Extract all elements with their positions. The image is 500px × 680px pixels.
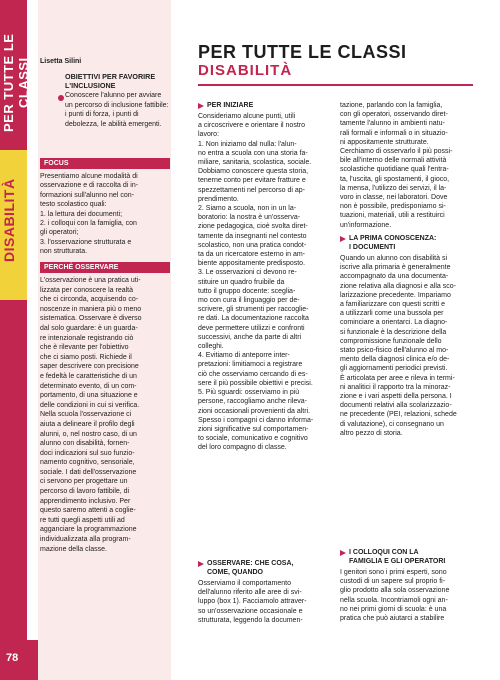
page-subtitle: DISABILITÀ — [198, 62, 293, 79]
triangle-bullet-icon — [340, 550, 346, 556]
page-number: 78 — [6, 652, 19, 664]
objectives-title: OBIETTIVI PER FAVORIRE L'INCLUSIONE — [65, 72, 156, 90]
triangle-bullet-icon — [198, 561, 204, 567]
objectives-text: Conoscere l'alunno per avviare un percorso di inclusione fattibile: i punti di forza, i punti di debolezza, le abilità emergenti. — [65, 92, 169, 128]
column-2-text-2: Quando un alunno con disabilità si iscrive alla primaria è generalmente accompagnato da una documenta- zione relativa alla diagnosi e alla sco- larizzazione precedente. Impariamo a familiarizzare con questi scritti e a utilizzarli come una bussola per cominciare a orientarci. La diagno- si funzionale è la descrizione della compromissione funzionale dello stato psico-fisico dell'alunno al mo- mento della diagnosi clinica e/o de- gli aggiornamenti periodici previsti. È articolata per aree e rileva in termi- ni analitici il rapporto tra la minoraz- zione e i vari aspetti della persona. I documenti relativi alla scolarizzazio- ne precedente (PEI, relazioni, schede di valutazione), ci consegnano un altro pezzo di storia. — [340, 255, 457, 437]
column-1-text: Consideriamo alcune punti, utili a circoscrivere e orientare il nostro lavoro: 1. Non iniziamo dal nulla: l'alun- no entra a scuola con una storia fa- miliare, sanitaria, scolastica, sociale. Dobbiamo conoscere questa storia, tenerne conto per evitare fratture e spezzettamenti nel percorso di ap- prendimento. 2. Siamo a scuola, non in un la- boratorio: la nostra è un'osserva- zione pedagogica, cioè svolta diret- tamente da insegnanti nel contesto scolastico, non una pratica condot- ta da un ricercatore esterno in am- biente appositamente predisposto. 3. Le osservazioni ci devono re- stituire un quadro fruibile da tutto il gruppo docente: sceglia- mo con cura il linguaggio per de- scrivere, gli strumenti per raccoglie- re dati. La documentazione raccolta deve permettere utilizzi e confronti successivi, anche da parte di altri colleghi. 4. Evitiamo di anteporre inter- pretazioni: limitiamoci a registrare ciò che osserviamo cercando di es- sere il più possibile obiettivi e precisi. 5. Più sguardi: osserviamo in più persone, raccogliamo anche rileva- zioni occasionali provenienti da altri. Spesso i compagni ci danno informa- zioni significative sul comportamen- to sociale, comunicativo e cognitivo del loro compagno di classe. — [198, 113, 314, 452]
triangle-bullet-icon — [340, 236, 346, 242]
column-2-text: tazione, parlando con la famiglia, con gli operatori, osservando diret- tamente l'alunno in ambienti natu- rali formali e informali o in situazio- ni appositamente strutturate. Cerchiamo di osservarlo il più possi- bile all'interno delle normali attività scolastiche quotidiane quali l'entra- ta, l'uscita, gli spostamenti, il gioco, la mensa, l'utilizzo dei servizi, il la- voro in classe, nei laboratori. Dove non è possibile, predisponiamo si- tuazioni, materiali, utili a restituirci un'informazione. — [340, 102, 453, 229]
why-observe-text: L'osservazione è una pratica uti- lizzata per conoscere la realtà che ci circonda, acquisendo co- noscenze in maniera più o meno sistematica. Osservare è diverso dal solo guardare: è un guarda- re intenzionale registrando ciò che è rilevante per l'obiettivo che ci siamo posti. Richiede il saper descrivere con precisione e fedeltà le caratteristiche di un determinato evento, di un com- portamento, di una situazione e delle condizioni in cui si verifica. Nella scuola l'osservazione ci aiuta a delineare il profilo degli alunni, o, nel nostro caso, di un alunno con disabilità, fornen- doci indicazioni sul suo funzio- namento cognitivo, sensoriale, sociale. I dati dell'osservazione ci servono per progettare un percorso di lavoro fattibile, di apprendimento inclusivo. Per questo saremo attenti a coglie- re tutti quegli aspetti utili ad agganciare la programmazione individualizzata alla program- mazione della classe. — [40, 277, 142, 553]
section-label: PER TUTTE LE CLASSI — [1, 33, 31, 133]
section-heading-documents: LA PRIMA CONOSCENZA: I DOCUMENTI — [349, 235, 437, 251]
triangle-bullet-icon — [198, 103, 204, 109]
section-heading-start: PER INIZIARE — [207, 102, 254, 109]
section-heading-meetings: I COLLOQUI CON LA FAMIGLIA E GLI OPERATORI — [349, 549, 446, 565]
column-1-text-2: Osserviamo il comportamento dell'alunno riferito alle aree di svi- luppo (box 1). Facciamolo attraver- so un'osservazione occasionale e strutturata, leggendo la documen- — [198, 580, 307, 624]
author-name: Lisetta Silini — [40, 58, 82, 65]
focus-heading: FOCUS — [40, 158, 170, 169]
column-2-text-3: I genitori sono i primi esperti, sono custodi di un sapere sul proprio fi- glio prodotto alla sola osservazione nella scuola. Incontriamoli ogni an- no nei primi giorni di scuola: è una pratica che può aiutarci a stabilire — [340, 569, 450, 623]
why-observe-heading: PERCHÉ OSSERVARE — [40, 262, 170, 273]
focus-text: Presentiamo alcune modalità di osservazione e di raccolta di in- formazioni sull'alunno nel con- testo scolastico quali: 1. la lettura dei documenti; 2. i colloqui con la famiglia, con gli operatori; 3. l'osservazione strutturata e non strutturata. — [40, 173, 139, 256]
topic-label: DISABILITÀ — [1, 178, 17, 263]
title-rule — [198, 84, 473, 86]
page-title: PER TUTTE LE CLASSI — [198, 42, 407, 62]
section-heading-observe: OSSERVARE: CHE COSA, COME, QUANDO — [207, 560, 294, 576]
band-lower-fill — [0, 300, 27, 680]
bullet-icon — [58, 95, 64, 101]
